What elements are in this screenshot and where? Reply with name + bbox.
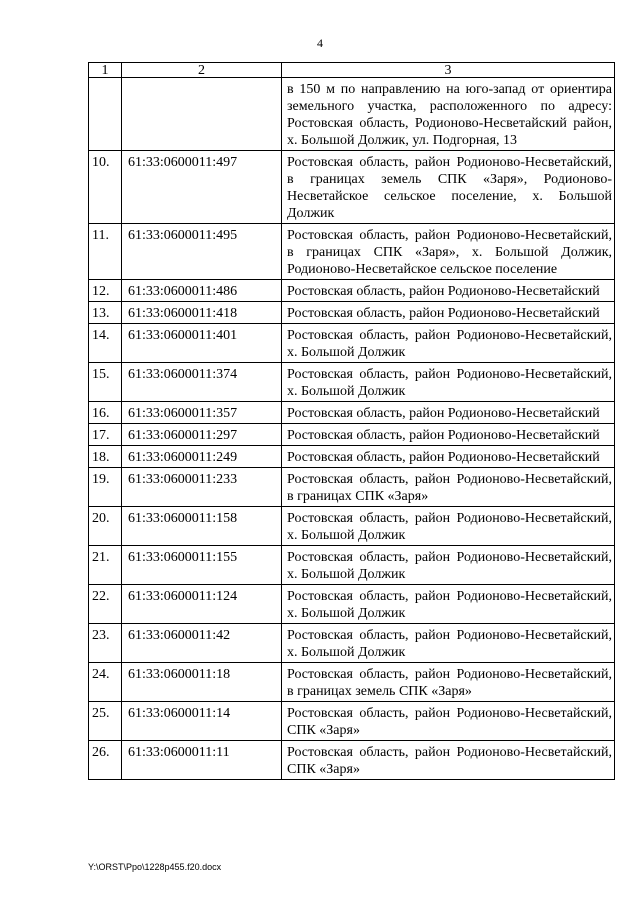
table-row (89, 702, 615, 741)
row-number: 12. (89, 280, 122, 302)
address-cell: Ростовская область, район Родионово-Несветайский, х. Большой Должик (282, 363, 615, 402)
row-number: 21. (89, 546, 122, 585)
address-cell: Ростовская область, район Родионово-Несветайский, СПК «Заря» (282, 702, 615, 741)
address-cell: Ростовская область, район Родионово-Несветайский (282, 280, 615, 302)
address-cell: Ростовская область, район Родионово-Несветайский, х. Большой Должик (282, 624, 615, 663)
header-col-3: 3 (282, 63, 615, 78)
table-row (89, 402, 615, 424)
cadastral-number: 61:33:0600011:18 (122, 663, 282, 702)
page-number: 4 (317, 36, 323, 50)
table-row (89, 363, 615, 402)
address-cell: Ростовская область, район Родионово-Несветайский (282, 402, 615, 424)
table-header-row (89, 63, 615, 78)
cadastral-number: 61:33:0600011:374 (122, 363, 282, 402)
header-col-1: 1 (89, 63, 122, 78)
cadastral-number: 61:33:0600011:249 (122, 446, 282, 468)
address-cell: в 150 м по направлению на юго-запад от ориентира земельного участка, расположенного по адресу: Ростовская область, Родионово-Несветайский район, х. Большой Должик, ул. Подгорная, 13 (282, 78, 615, 151)
table-row (89, 78, 615, 151)
table-row (89, 663, 615, 702)
row-number: 23. (89, 624, 122, 663)
table-row (89, 324, 615, 363)
address-cell: Ростовская область, район Родионово-Несветайский, в границах земель СПК «Заря» (282, 663, 615, 702)
row-number: 26. (89, 741, 122, 780)
table-row (89, 151, 615, 224)
cadastral-number: 61:33:0600011:297 (122, 424, 282, 446)
table-row (89, 280, 615, 302)
row-number: 24. (89, 663, 122, 702)
row-number: 14. (89, 324, 122, 363)
cadastral-number (122, 78, 282, 151)
cadastral-number: 61:33:0600011:155 (122, 546, 282, 585)
address-cell: Ростовская область, район Родионово-Несветайский, в границах СПК «Заря», х. Большой Должик, Родионово-Несветайское сельское поселение (282, 224, 615, 280)
address-cell: Ростовская область, район Родионово-Несветайский, х. Большой Должик (282, 546, 615, 585)
row-number: 25. (89, 702, 122, 741)
row-number: 19. (89, 468, 122, 507)
row-number: 15. (89, 363, 122, 402)
table-row (89, 446, 615, 468)
row-number: 16. (89, 402, 122, 424)
address-cell: Ростовская область, район Родионово-Несветайский (282, 302, 615, 324)
address-cell: Ростовская область, район Родионово-Несветайский, СПК «Заря» (282, 741, 615, 780)
cadastral-number: 61:33:0600011:233 (122, 468, 282, 507)
row-number: 11. (89, 224, 122, 280)
table-row (89, 507, 615, 546)
row-number (89, 78, 122, 151)
row-number: 10. (89, 151, 122, 224)
address-cell: Ростовская область, район Родионово-Несветайский (282, 446, 615, 468)
row-number: 22. (89, 585, 122, 624)
cadastral-number: 61:33:0600011:158 (122, 507, 282, 546)
land-plots-table (88, 62, 615, 780)
table-row (89, 468, 615, 507)
address-cell: Ростовская область, район Родионово-Несветайский, х. Большой Должик (282, 585, 615, 624)
cadastral-number: 61:33:0600011:42 (122, 624, 282, 663)
cadastral-number: 61:33:0600011:11 (122, 741, 282, 780)
row-number: 13. (89, 302, 122, 324)
address-cell: Ростовская область, район Родионово-Несветайский, в границах СПК «Заря» (282, 468, 615, 507)
cadastral-number: 61:33:0600011:124 (122, 585, 282, 624)
cadastral-number: 61:33:0600011:401 (122, 324, 282, 363)
header-col-2: 2 (122, 63, 282, 78)
table-row (89, 546, 615, 585)
table-row (89, 624, 615, 663)
cadastral-number: 61:33:0600011:486 (122, 280, 282, 302)
cadastral-number: 61:33:0600011:357 (122, 402, 282, 424)
cadastral-number: 61:33:0600011:495 (122, 224, 282, 280)
row-number: 17. (89, 424, 122, 446)
row-number: 20. (89, 507, 122, 546)
cadastral-number: 61:33:0600011:14 (122, 702, 282, 741)
row-number: 18. (89, 446, 122, 468)
cadastral-number: 61:33:0600011:418 (122, 302, 282, 324)
table-body (89, 63, 615, 780)
table-row (89, 302, 615, 324)
address-cell: Ростовская область, район Родионово-Несветайский (282, 424, 615, 446)
table-row (89, 224, 615, 280)
cadastral-number: 61:33:0600011:497 (122, 151, 282, 224)
address-cell: Ростовская область, район Родионово-Несветайский, х. Большой Должик (282, 507, 615, 546)
table-row (89, 585, 615, 624)
file-path-footer: Y:\ORST\Ppo\1228p455.f20.docx (88, 862, 222, 872)
address-cell: Ростовская область, район Родионово-Несветайский, х. Большой Должик (282, 324, 615, 363)
address-cell: Ростовская область, район Родионово-Несветайский, в границах земель СПК «Заря», Родионово-Несветайское сельское поселение, х. Большой Должик (282, 151, 615, 224)
table-row (89, 741, 615, 780)
table-row (89, 424, 615, 446)
